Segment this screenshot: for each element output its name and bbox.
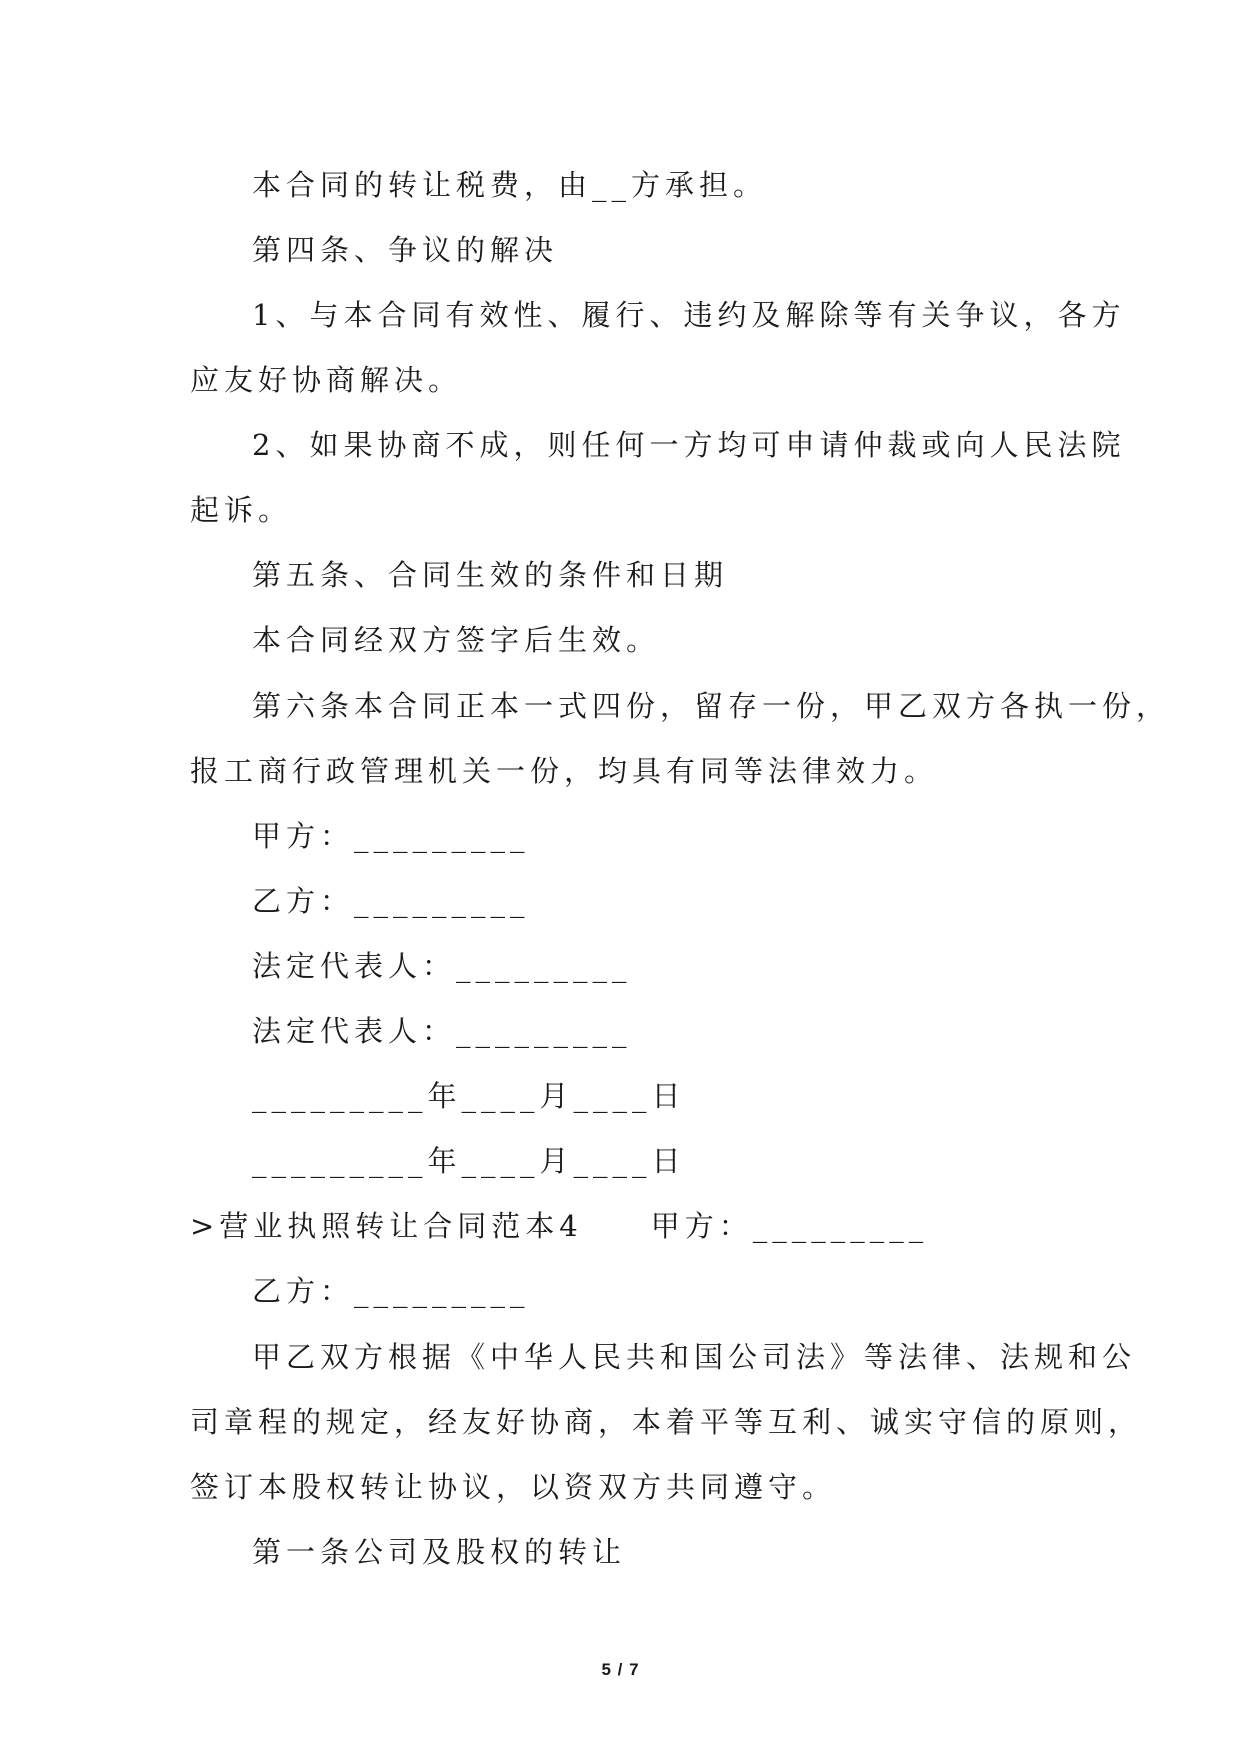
text-line-party-b: 乙方：_________: [252, 1274, 530, 1308]
signature-legal-rep-2: 法定代表人：_________: [252, 1014, 632, 1048]
text-line-preamble: 甲乙双方根据《中华人民共和国公司法》等法律、法规和公: [252, 1340, 1137, 1374]
text-line-effective: 本合同经双方签字后生效。: [252, 623, 661, 657]
text-line-article-6-cont: 报工商行政管理机关一份，均具有同等法律效力。: [190, 754, 939, 788]
section-title-template-4: >营业执照转让合同范本4 甲方：_________: [190, 1209, 929, 1243]
signature-legal-rep-1: 法定代表人：_________: [252, 949, 632, 983]
text-line-preamble-cont-1: 司章程的规定，经友好协商，本着平等互利、诚实守信的原则，: [190, 1405, 1143, 1439]
text-line-preamble-cont-2: 签订本股权转让协议，以资双方共同遵守。: [190, 1470, 837, 1504]
heading-article-4: 第四条、争议的解决: [252, 233, 559, 267]
signature-party-a: 甲方：_________: [252, 819, 530, 853]
text-line-dispute-2-cont: 起诉。: [190, 493, 293, 527]
text-line-dispute-1: 1、与本合同有效性、履行、违约及解除等有关争议，各方: [252, 298, 1126, 332]
heading-article-1: 第一条公司及股权的转让: [252, 1535, 627, 1569]
page-number: 5 / 7: [601, 1660, 640, 1679]
text-line-dispute-1-cont: 应友好协商解决。: [190, 363, 463, 397]
signature-date-2: _________年____月____日: [252, 1144, 686, 1178]
signature-date-1: _________年____月____日: [252, 1079, 686, 1113]
text-line-dispute-2: 2、如果协商不成，则任何一方均可申请仲裁或向人民法院: [252, 428, 1126, 462]
signature-party-b: 乙方：_________: [252, 884, 530, 918]
text-line-article-6: 第六条本合同正本一式四份，留存一份，甲乙双方各执一份，: [252, 689, 1171, 723]
heading-article-5: 第五条、合同生效的条件和日期: [252, 558, 729, 592]
text-line-tax: 本合同的转让税费，由__方承担。: [252, 168, 768, 202]
